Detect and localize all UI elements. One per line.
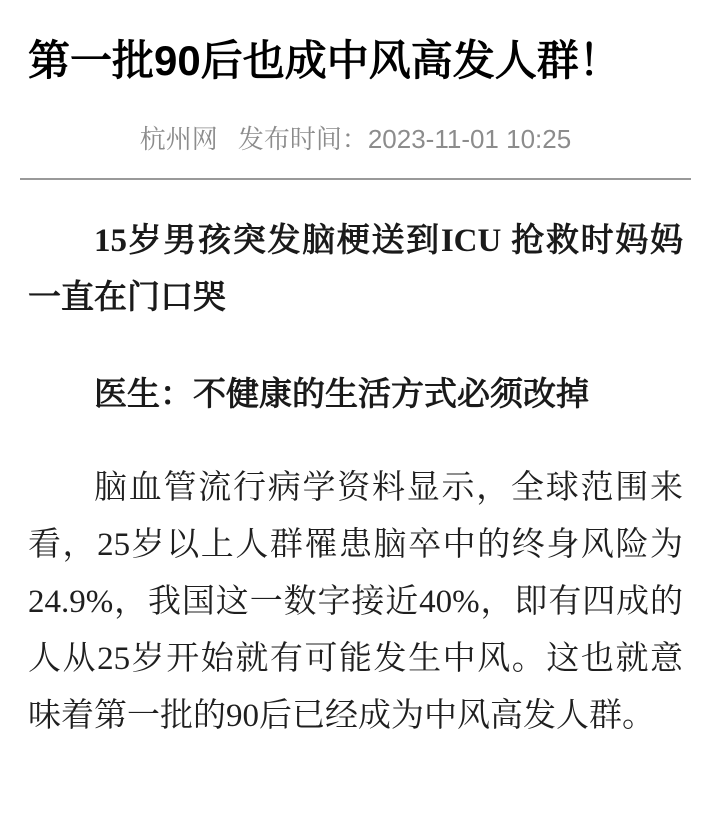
article-subhead-2: 医生：不健康的生活方式必须改掉 (94, 375, 589, 412)
article-subhead-1: 15岁男孩突发脑梗送到ICU 抢救时妈妈一直在门口哭 (28, 223, 683, 316)
article-meta (0, 124, 711, 154)
page-title: 第一批90后也成中风高发人群！ (28, 37, 621, 84)
source-name: 杭州网 (139, 124, 218, 154)
article-page (0, 34, 711, 834)
publish-time-label: 发布时间： (237, 124, 368, 154)
article-body (0, 180, 711, 745)
publish-time-value: 2023-11-01 10:25 (367, 124, 572, 154)
article-paragraph: 脑血管流行病学资料显示，全球范围来看，25岁以上人群罹患脑卒中的终身风险为24.9%，我国这一数字接近40%，即有四成的人从25岁开始就有可能发生中风。这也就意味着第一批的90后已经成为中风高发人群。 (28, 470, 683, 734)
